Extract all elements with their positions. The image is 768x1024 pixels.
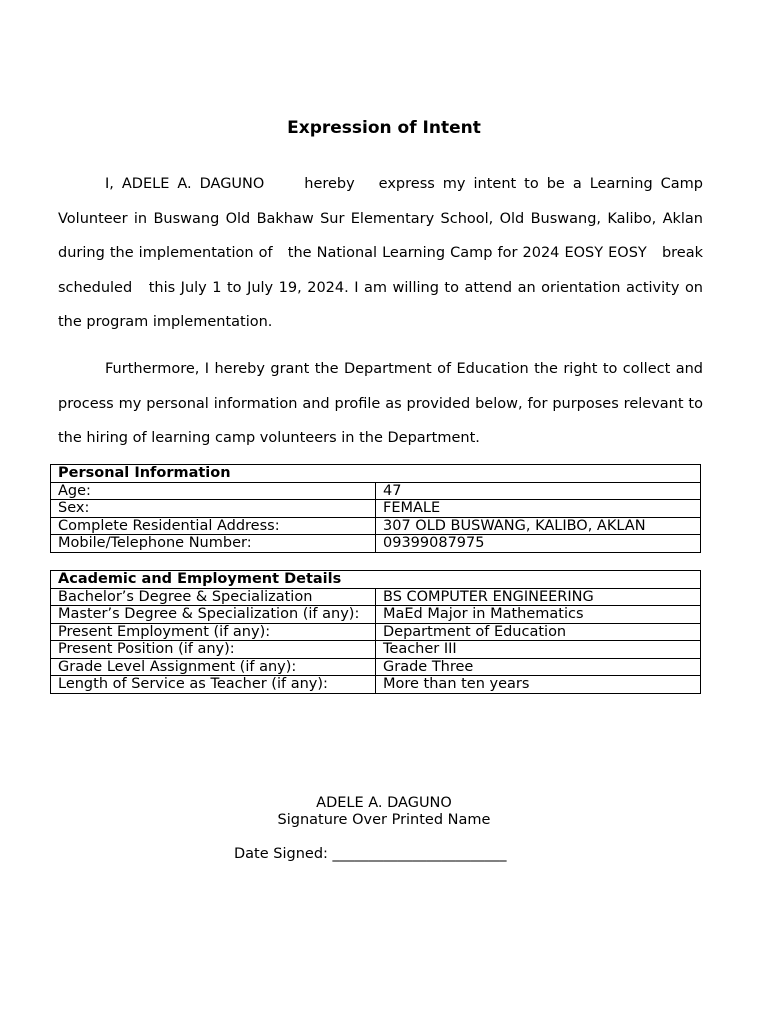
row-label: Mobile/Telephone Number: [51,535,376,553]
row-value: 47 [376,482,701,500]
intent-paragraph-text: I, ADELE A. DAGUNO hereby express my intent to be a Learning Camp Volunteer in Buswang Old Bakhaw Sur Elementary School, Old Buswang, Kalibo, Aklan during the implementation of the National Learning Camp for 2024 EOSY EOSY break scheduled this July 1 to July 19, 2024. I am willing to attend an orientation activity on the program implementation. [58,176,717,330]
consent-paragraph [58,352,703,456]
signature-caption: Signature Over Printed Name [277,812,491,828]
row-label: Complete Residential Address: [51,517,376,535]
row-value: Department of Education [376,623,701,641]
table-row [51,500,701,518]
row-label: Present Employment (if any): [51,623,376,641]
table-row [51,676,701,694]
row-label: Present Position (if any): [51,641,376,659]
row-label: Sex: [51,500,376,518]
table-row [51,658,701,676]
row-value: FEMALE [376,500,701,518]
table-header-row [51,465,701,483]
table-row [51,482,701,500]
date-signed-line: Date Signed: ________________________ [234,846,507,862]
row-value: BS COMPUTER ENGINEERING [376,588,701,606]
table-row [51,606,701,624]
consent-paragraph-text: Furthermore, I hereby grant the Department of Education the right to collect and process my personal information and profile as provided below, for purposes relevant to the hiring of learning camp volunteers in the Department. [58,361,703,446]
row-value: Grade Three [376,658,701,676]
table-header-row [51,571,701,589]
row-label: Master’s Degree & Specialization (if any): [51,606,376,624]
personal-information-heading: Personal Information [51,465,701,483]
table-row [51,641,701,659]
academic-employment-table [50,570,701,694]
row-value: 307 OLD BUSWANG, KALIBO, AKLAN [376,517,701,535]
row-value: More than ten years [376,676,701,694]
table-row [51,517,701,535]
table-row [51,623,701,641]
row-value: Teacher III [376,641,701,659]
document-title: Expression of Intent [287,118,481,138]
table-row [51,535,701,553]
intent-paragraph [58,167,717,340]
row-label: Grade Level Assignment (if any): [51,658,376,676]
table-row [51,588,701,606]
personal-information-table [50,464,701,553]
row-label: Bachelor’s Degree & Specialization [51,588,376,606]
signatory-name: ADELE A. DAGUNO [316,795,452,811]
row-label: Age: [51,482,376,500]
row-label: Length of Service as Teacher (if any): [51,676,376,694]
row-value: 09399087975 [376,535,701,553]
row-value: MaEd Major in Mathematics [376,606,701,624]
academic-employment-heading: Academic and Employment Details [51,571,701,589]
